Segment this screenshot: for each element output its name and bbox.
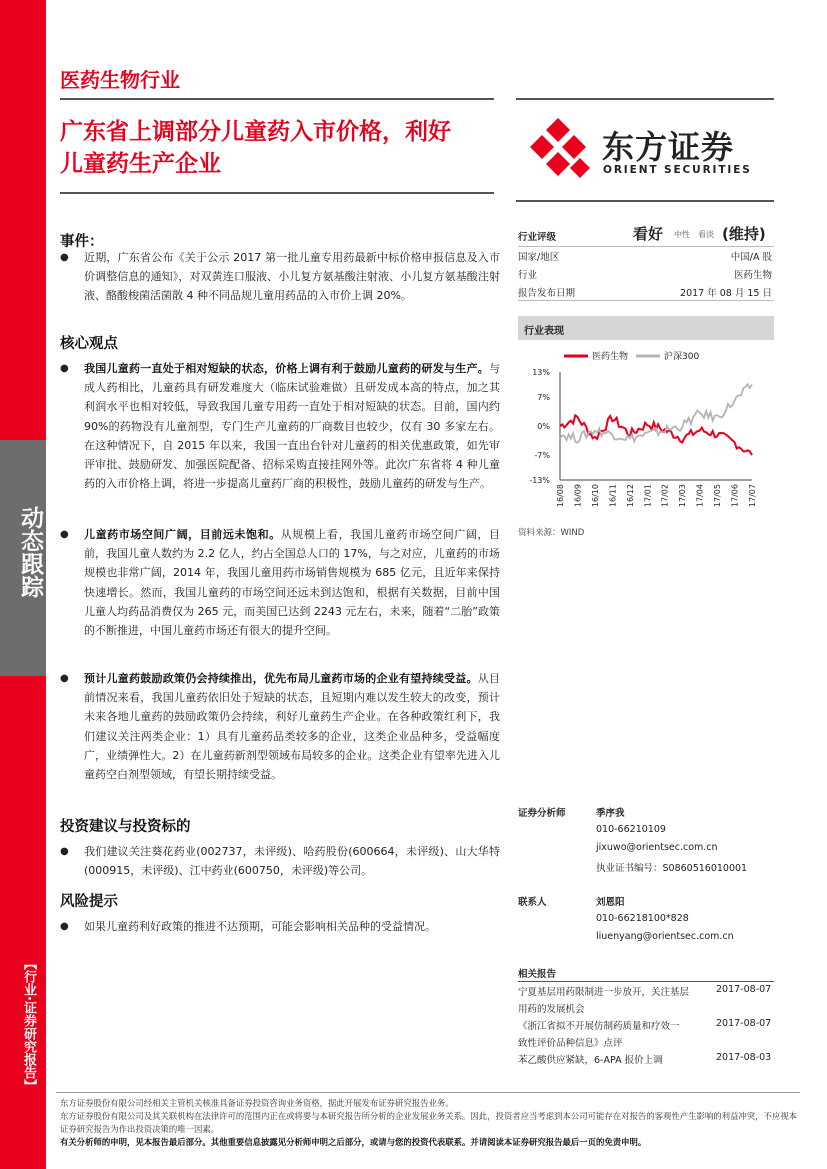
title-line: 儿童药生产企业 (60, 151, 221, 177)
performance-heading: 行业表现 (518, 316, 774, 340)
y-tick-label: 7% (537, 392, 550, 402)
y-tick-label: -7% (534, 451, 550, 461)
divider (518, 981, 774, 982)
disclaimer-line: 东方证券股份有限公司经相关主管机关核准具备证券投资咨询业务资格，据此开展发布证券研究报告业务。 (60, 1098, 454, 1108)
rating-option: 看淡 (698, 230, 714, 239)
core-heading: 核心观点 (60, 336, 118, 352)
analyst-name: 季序我 (596, 808, 625, 819)
divider (60, 192, 494, 194)
divider (516, 98, 774, 100)
core-point-text: 从目前情况来看，我国儿童药依旧处于短缺的状态，且短期内难以发生较大的改变，预计未来各地儿童药的鼓励政策仍会持续，利好儿童药生产企业。在各种政策红利下，我们建议关注两类企业：1）具有儿童药品类较多的企业，这类企业品种多，受益幅度广，业绩弹性大。2）在儿童药新剂型领域布局较多的企业。这类企业有望率先进入儿童药空白剂型领域，有望长期持续受益。 (84, 672, 500, 782)
advice-heading: 投资建议与投资标的 (60, 819, 191, 835)
contact-email[interactable]: liuenyang@orientsec.com.cn (596, 931, 734, 942)
related-report[interactable] (518, 1052, 663, 1066)
advice-text: 我们建议关注葵花药业(002737，未评级)、哈药股份(600664，未评级)、山大华特(000915，未评级)、江中药业(600750，未评级)等公司。 (84, 845, 500, 878)
risk-paragraph (60, 917, 500, 936)
disclaimer-line: 东方证券股份有限公司及其关联机构在法律许可的范围内正在或将要与本研究报告所分析的企业发展业务关系。因此，投资者应当考虑到本公司可能存在对报告的客观性产生影响的利益冲突，不应视本证券研究报告为作出投资决策的唯一因素。 (60, 1111, 797, 1134)
related-date: 2017-08-03 (716, 1052, 772, 1063)
advice-paragraph (60, 842, 500, 880)
industry-label: 行业 (518, 270, 538, 281)
event-text: 近期，广东省公布《关于公示 2017 第一批儿童专用药最新中标价格申报信息及入市价调整信息的通知》，对双黄连口服液、小儿复方氨基酸注射液、小儿复方氨基酸注射液、酪酸梭菌活菌散 4 种不同品规儿童用药品的入市价上调 20%。 (84, 251, 500, 303)
contact-name: 刘恩阳 (596, 897, 625, 908)
related-title: 致性评价品种信息》点评 (518, 1038, 623, 1049)
event-heading: 事件： (60, 234, 104, 250)
disclaimer (60, 1097, 800, 1149)
industry-value: 医药生物 (733, 270, 772, 281)
related-report[interactable] (518, 1018, 680, 1052)
x-tick-label: 17/05 (713, 484, 723, 508)
bullet-icon: ● (60, 363, 69, 374)
report-title (60, 116, 500, 180)
core-point-text: 与成人药相比，儿童药具有研发难度大（临床试验难做）且研发成本高的特点，加之其利润水平也相对较低，导致我国儿童专用药一直处于相对短缺的状态。目前，国内约 90%的药物没有儿童剂型，专门生产儿童药的厂商数目也较少，仅有 30 多家左右。在这种情况下，自 2015 年以来，我国一直出台针对儿童药的相关优惠政策，如先审评审批、鼓励研发、加强医院配备、招标采购直接挂网外等。此次广东省将 4 种儿童药的入市价格上调，将进一步提高儿童药厂商的积极性，鼓励儿童药的研发与生产。 (84, 362, 500, 491)
x-tick-label: 17/04 (695, 484, 705, 508)
region-value: 中国/A 股 (730, 252, 772, 263)
company-logo (530, 118, 770, 180)
related-title: 苯乙酸供应紧缺，6-APA 报价上调 (518, 1055, 663, 1066)
region-label: 国家/地区 (518, 252, 560, 263)
core-point-title: 我国儿童药一直处于相对短缺的状态，价格上调有利于鼓励儿童药的研发与生产。 (84, 362, 489, 375)
related-date: 2017-08-07 (716, 1018, 772, 1029)
contact-phone: 010-66218100*828 (596, 913, 689, 924)
logo-text-en: ORIENT SECURITIES (603, 164, 752, 176)
related-heading: 相关报告 (518, 969, 557, 980)
x-tick-label: 16/09 (573, 484, 583, 508)
y-tick-label: 0% (537, 422, 550, 431)
event-paragraph (60, 248, 500, 306)
x-tick-label: 17/01 (643, 484, 653, 508)
bullet-icon: ● (60, 921, 69, 932)
legend-label: 医药生物 (592, 352, 629, 362)
analyst-email[interactable]: jixuwo@orientsec.com.cn (596, 842, 718, 853)
series-line-pharma (560, 415, 752, 455)
related-title: 《浙江省拟不开展仿制药质量和疗效一 (518, 1021, 680, 1032)
core-point (60, 669, 500, 784)
rating-option: 中性 (674, 230, 690, 239)
x-tick-label: 16/11 (608, 484, 618, 508)
date-label: 报告发布日期 (518, 288, 576, 299)
divider (518, 246, 774, 247)
rating-label: 行业评级 (518, 232, 557, 243)
bullet-icon: ● (60, 252, 69, 263)
rating-current: 看好 (633, 225, 664, 243)
bullet-icon: ● (60, 846, 69, 857)
analyst-role: 证券分析师 (518, 808, 566, 819)
related-title: 宁夏基层用药限制进一步放开，关注基层 (518, 987, 690, 998)
risk-text: 如果儿童药利好政策的推进不达预期，可能会影响相关品种的受益情况。 (84, 920, 436, 933)
x-tick-label: 17/06 (730, 484, 740, 508)
y-tick-label: 13% (532, 368, 550, 377)
logo-mark-icon (530, 118, 596, 180)
x-tick-label: 17/02 (660, 484, 670, 508)
related-title: 用药的发展机会 (518, 1004, 585, 1015)
core-point-text: 从规模上看，我国儿童药市场空间广阔，目前，我国儿童人数约为 2.2 亿人，约占全国总人口的 17%，与之对应，儿童药的市场规模也非常广阔，2014 年，我国儿童用药市场销售规模为 685 亿元，且近年来保持快速增长。然而，我国儿童药的市场空间还远未到达饱和，根据有关数据，目前中国儿童人均药品消费仅为 265 元，而美国已达到 2243 元左右，未来，随着“二胎”政策的不断推进，中国儿童药市场还有很大的提升空间。 (84, 528, 501, 638)
side-label: 动态跟踪 (17, 506, 43, 598)
x-tick-label: 16/10 (590, 484, 600, 508)
chart-source: 资料来源：WIND (518, 528, 585, 538)
divider (56, 1092, 800, 1093)
x-tick-label: 16/12 (625, 484, 635, 508)
core-point (60, 525, 500, 640)
y-tick-label: -13% (529, 476, 550, 485)
x-tick-label: 17/07 (748, 484, 757, 508)
core-point-title: 预计儿童药鼓励政策仍会持续推出，优先布局儿童药市场的企业有望持续受益。 (84, 672, 478, 685)
risk-heading: 风险提示 (60, 894, 118, 910)
rating-maintain: (维持) (722, 225, 766, 243)
divider (60, 98, 494, 100)
analyst-cert: 执业证书编号：S0860516010001 (596, 863, 748, 874)
bullet-icon: ● (60, 529, 69, 540)
performance-chart (518, 342, 774, 524)
disclaimer-line: 有关分析师的申明，见本报告最后部分。其他重要信息披露见分析师申明之后部分，或请与您的投资代表联系。并请阅读本证券研究报告最后一页的免责申明。 (60, 1137, 647, 1147)
sector-label: 医药生物行业 (60, 68, 180, 92)
core-point-title: 儿童药市场空间广阔，目前远未饱和。 (84, 528, 281, 541)
related-report[interactable] (518, 984, 689, 1018)
divider (518, 300, 774, 301)
side-tag: 【行业·证券研究报告】 (21, 956, 36, 1092)
date-value: 2017 年 08 月 15 日 (680, 288, 772, 299)
x-tick-label: 16/08 (556, 484, 565, 508)
legend-label: 沪深300 (664, 352, 700, 362)
core-point (60, 359, 500, 493)
contact-role: 联系人 (518, 897, 547, 908)
analyst-phone: 010-66210109 (596, 824, 666, 835)
divider (516, 200, 774, 202)
related-date: 2017-08-07 (716, 984, 772, 995)
bullet-icon: ● (60, 673, 69, 684)
title-line: 广东省上调部分儿童药入市价格，利好 (60, 119, 451, 145)
logo-text-cn: 东方证券 (602, 128, 735, 166)
x-tick-label: 17/03 (678, 484, 688, 508)
